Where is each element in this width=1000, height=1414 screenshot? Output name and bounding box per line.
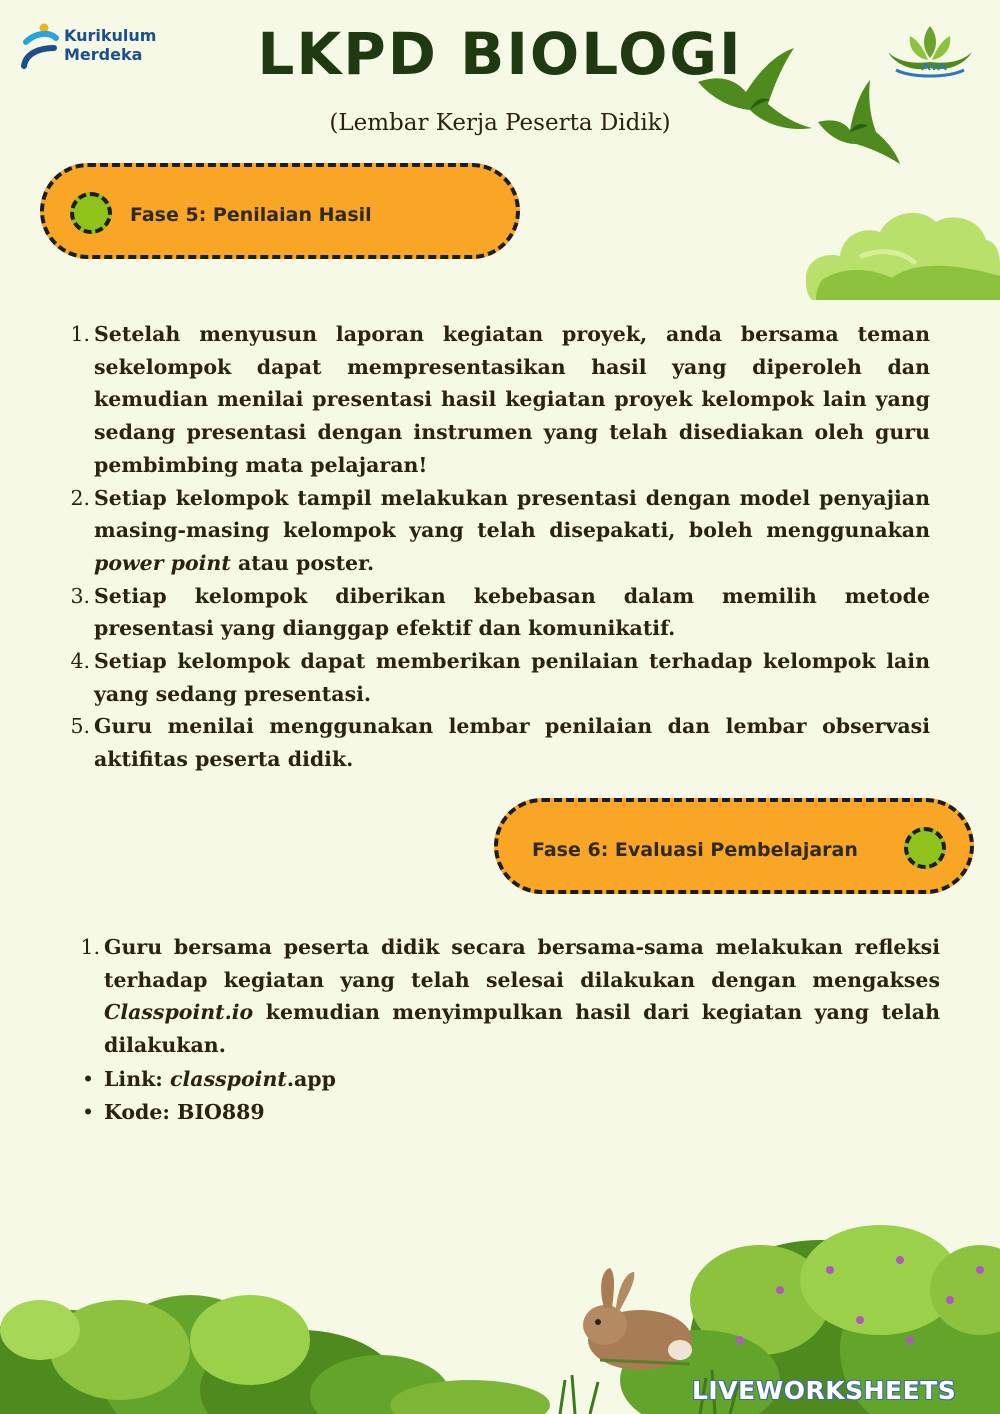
- step-number: 4.: [70, 649, 90, 674]
- phase6-info-list: [82, 1063, 940, 1128]
- list-item: [70, 645, 930, 710]
- link-item: [82, 1063, 940, 1096]
- left-bush-icon: [0, 1295, 550, 1414]
- liveworksheets-watermark: LIVEWORKSHEETS: [692, 1376, 957, 1405]
- step-text: Setiap kelompok tampil melakukan presentasi dengan model penyajian masing-masing kelompok yang telah disepakati, boleh menggunakan: [94, 485, 930, 543]
- step-number: 3.: [70, 583, 90, 608]
- phase5-label: Fase 5: Penilaian Hasil: [130, 204, 372, 226]
- step-text: Setelah menyusun laporan kegiatan proyek, anda bersama teman sekelompok dapat mempresentasikan hasil yang diperoleh dan kemudian menilai presentasi hasil kegiatan proyek kelompok lain yang sedang presentasi dengan instrumen yang telah disediakan oleh guru pembimbing mata pelajaran!: [94, 322, 930, 477]
- step-text: Guru bersama peserta didik secara bersama-sama melakukan refleksi terhadap kegiatan yang telah selesai dilakukan dengan mengakses: [104, 935, 940, 992]
- link-suffix: .app: [286, 1067, 336, 1091]
- step-number: 1.: [80, 935, 100, 959]
- step-text: Guru menilai menggunakan lembar penilaian dan lembar observasi aktifitas peserta didik.: [94, 714, 930, 772]
- phase6-label: Fase 6: Evaluasi Pembelajaran: [532, 839, 858, 861]
- step-number: 5.: [70, 714, 90, 739]
- step-text-italic: power point: [94, 550, 231, 575]
- flying-birds-icon: [690, 40, 910, 180]
- step-number: 2.: [70, 485, 90, 510]
- link-label: Link:: [104, 1067, 171, 1091]
- page-title: LKPD BIOLOGI: [257, 20, 743, 88]
- list-item: [70, 482, 930, 580]
- list-item: [70, 318, 930, 482]
- logo-text-line1: Kurikulum: [64, 26, 157, 45]
- list-item: [70, 580, 930, 645]
- rabbit-icon: [583, 1268, 692, 1370]
- step-text-end: kemudian menyimpulkan hasil dari kegiatan yang telah dilakukan.: [104, 1000, 940, 1058]
- green-cloud-icon: [802, 196, 1000, 306]
- bullet: •: [82, 1067, 95, 1091]
- code-text: Kode: BIO889: [104, 1099, 265, 1124]
- bullet: •: [82, 1099, 95, 1124]
- step-number: 1.: [70, 322, 90, 346]
- code-item: [82, 1096, 940, 1129]
- phase5-header: [40, 163, 520, 259]
- phase5-steps: [70, 318, 930, 776]
- phase6-header: [494, 798, 974, 894]
- step-text: Setiap kelompok dapat memberikan penilaian terhadap kelompok lain yang sedang presentasi.: [94, 649, 930, 706]
- phase5-dot-icon: [70, 192, 112, 234]
- phase6-dot-icon: [904, 827, 946, 869]
- link-italic: classpoint: [170, 1067, 287, 1091]
- step-text-italic: Classpoint.io: [104, 1000, 254, 1025]
- phase6-steps: [80, 931, 940, 1062]
- list-item: [80, 931, 940, 1062]
- step-text-end: atau poster.: [230, 550, 375, 575]
- list-item: [70, 710, 930, 775]
- logo-text-line2: Merdeka: [64, 45, 143, 64]
- step-text: Setiap kelompok diberikan kebebasan dalam memilih metode presentasi yang dianggap efektif dan komunikatif.: [94, 583, 930, 641]
- page-subtitle: (Lembar Kerja Peserta Didik): [329, 110, 671, 136]
